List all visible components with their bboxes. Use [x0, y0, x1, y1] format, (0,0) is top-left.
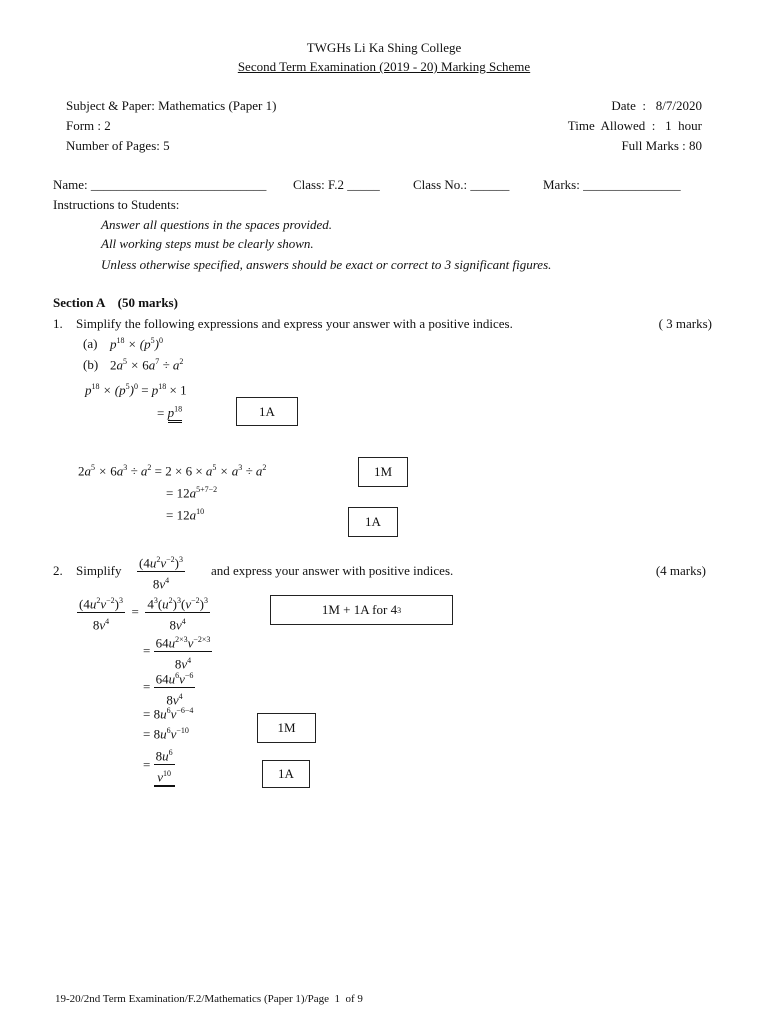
- q2-answer: = $\frac{8u^6}{v^{10}}$: [143, 745, 175, 787]
- mark-box: 1M: [257, 713, 316, 743]
- q1b-step-2: = $12a^{5+7-2}$: [166, 485, 218, 501]
- part-b-label: (b): [83, 357, 99, 372]
- instruction-item: Answer all questions in the spaces provided.: [101, 217, 332, 232]
- q1a-answer: = $p^{18}$: [157, 403, 182, 421]
- full-marks: Full Marks : 80: [621, 138, 702, 153]
- mark-box: 1M + 1A for 4 3: [270, 595, 453, 625]
- instructions-heading: Instructions to Students:: [53, 197, 180, 212]
- mark-box: 1A: [262, 760, 310, 788]
- exam-title: Second Term Examination (2019 - 20) Marking Scheme: [237, 59, 531, 74]
- time-allowed: Time Allowed : 1 hour: [567, 118, 702, 133]
- q2-step-2: = $\frac{64u^{2\times 3}v^{-2\times 3}}{8v^4}$: [143, 632, 212, 672]
- question-2-text-after: and express your answer with positive indices.: [211, 563, 454, 578]
- class-no-field: Class No.: ______: [413, 177, 510, 192]
- q2-step-4: = $8u^6v^{-6-4}$: [143, 706, 194, 722]
- instruction-item: All working steps must be clearly shown.: [101, 236, 314, 251]
- date-info: Date : 8/7/2020: [611, 98, 702, 113]
- question-2-expression: $\frac{(4u^2v^{-2})^3}{8v^4}$: [137, 552, 185, 592]
- part-b-expression: $2a^5 \times 6a^7 \div a^2$: [110, 357, 184, 373]
- q1b-step-1: $2a^5 \times 6a^3 \div a^2 = 2 \times 6 \times a^5 \times a^3 \div a^2$: [78, 463, 267, 479]
- question-2-marks: (4 marks): [655, 563, 706, 578]
- mark-box: 1M: [358, 457, 408, 487]
- name-field: Name: ___________________________: [53, 177, 267, 192]
- q1a-step-1: $p^{18} \times (p^5)^0 = p^{18} \times 1$: [85, 382, 187, 398]
- question-2-text-before: Simplify: [76, 563, 122, 578]
- form-info: Form : 2: [66, 118, 111, 133]
- question-1-text: Simplify the following expressions and express your answer with a positive indices.: [76, 316, 513, 331]
- school-name: TWGHs Li Ka Shing College: [306, 40, 462, 55]
- part-a-label: (a): [83, 336, 98, 351]
- question-number: 1.: [53, 316, 63, 331]
- instruction-item: Unless otherwise specified, answers should be exact or correct to 3 significant figures.: [101, 257, 552, 272]
- mark-box: 1A: [236, 397, 298, 426]
- pages-info: Number of Pages: 5: [66, 138, 170, 153]
- question-number: 2.: [53, 563, 63, 578]
- q2-step-1: $\frac{(4u^2v^{-2})^3}{8v^4}$ = $\frac{4^3(u^2)^3(v^{-2})^3}{8v^4}$: [77, 593, 210, 633]
- mark-box: 1A: [348, 507, 398, 537]
- marks-field: Marks: _______________: [543, 177, 681, 192]
- question-1-marks: ( 3 marks): [658, 316, 712, 331]
- part-a-expression: $p^{18} \times (p^5)^0$: [110, 336, 163, 352]
- class-field: Class: F.2 _____: [293, 177, 380, 192]
- q2-step-5: = $8u^6v^{-10}$: [143, 726, 189, 742]
- subject-paper: Subject & Paper: Mathematics (Paper 1): [66, 98, 277, 113]
- page-footer: 19-20/2nd Term Examination/F.2/Mathematics (Paper 1)/Page 1 of 9: [55, 993, 363, 1005]
- q1b-step-3: = $12a^{10}$: [166, 507, 205, 523]
- q2-step-3: = $\frac{64u^6v^{-6}}{8v^4}$: [143, 668, 195, 708]
- section-heading: Section A (50 marks): [53, 295, 178, 310]
